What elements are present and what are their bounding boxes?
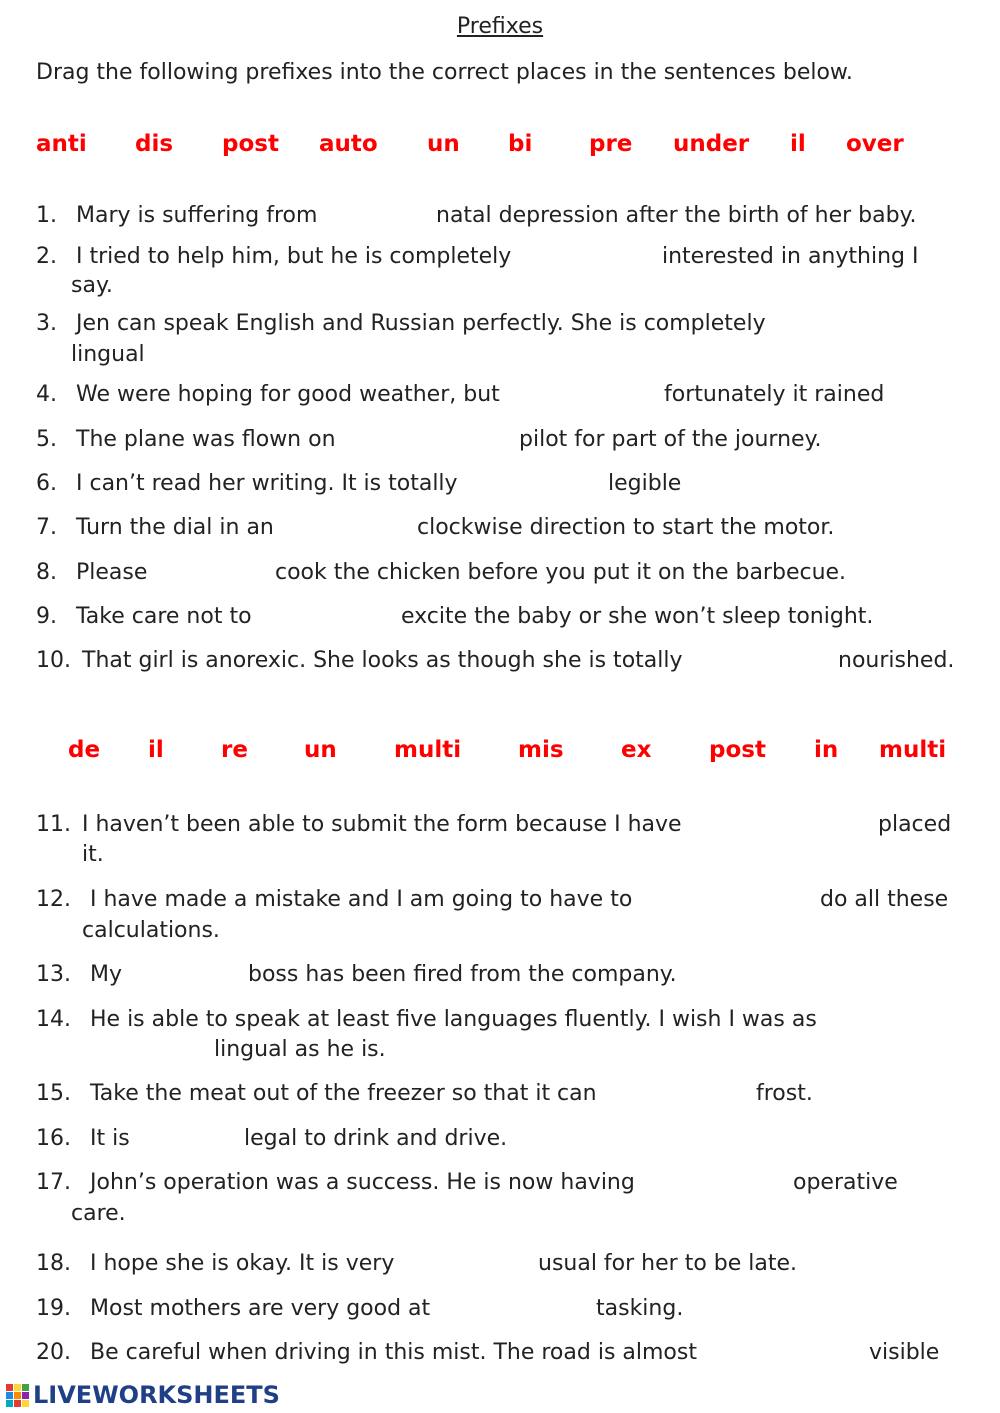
sentence-text-after: legal to drink and drive. xyxy=(244,1126,508,1151)
sentence-text-before: Jen can speak English and Russian perfectly. She is completely xyxy=(76,311,766,336)
sentence-text-after: visible xyxy=(869,1340,940,1365)
sentence-number: 18. xyxy=(36,1251,71,1276)
sentence-number: 7. xyxy=(36,515,57,540)
sentence-text-before: Most mothers are very good at xyxy=(90,1296,431,1321)
liveworksheets-logo xyxy=(6,1382,280,1408)
sentence-text-continued: calculations. xyxy=(82,918,220,943)
sentence-text-before: It is xyxy=(90,1126,130,1151)
sentence-text-after: cook the chicken before you put it on the barbecue. xyxy=(275,560,847,585)
sentence-text-after: operative xyxy=(793,1170,898,1195)
sentence-text-after: clockwise direction to start the motor. xyxy=(417,515,835,540)
sentence-number: 4. xyxy=(36,382,57,407)
prefix-tile[interactable]: mis xyxy=(518,737,564,763)
sentence-text-continued: say. xyxy=(71,273,113,298)
sentence-text-after: excite the baby or she won’t sleep tonight. xyxy=(401,604,874,629)
sentence-text-after: legible xyxy=(608,471,682,496)
sentence-text-before: Take care not to xyxy=(76,604,252,629)
sentence-text-after: interested in anything I xyxy=(662,244,919,269)
sentence-text-before: Turn the dial in an xyxy=(76,515,274,540)
sentence-number: 11. xyxy=(36,812,71,837)
sentence-number: 15. xyxy=(36,1081,71,1106)
prefix-tile[interactable]: bi xyxy=(508,131,533,157)
answer-blank[interactable] xyxy=(646,1081,748,1107)
sentence-number: 9. xyxy=(36,604,57,629)
prefix-tile[interactable]: dis xyxy=(135,131,174,157)
prefix-tile[interactable]: de xyxy=(68,737,101,763)
sentence-number: 13. xyxy=(36,962,71,987)
sentence-number: 14. xyxy=(36,1007,71,1032)
sentence-number: 8. xyxy=(36,560,57,585)
sentence-number: 20. xyxy=(36,1340,71,1365)
prefix-tile[interactable]: un xyxy=(304,737,337,763)
prefix-tile[interactable]: post xyxy=(222,131,279,157)
sentence-text-after: do all these xyxy=(820,887,949,912)
prefix-tile[interactable]: post xyxy=(709,737,766,763)
prefix-tile[interactable]: re xyxy=(221,737,248,763)
sentence-number: 19. xyxy=(36,1296,71,1321)
answer-blank[interactable] xyxy=(736,648,832,674)
answer-blank[interactable] xyxy=(276,604,394,630)
sentence-text-before: I tried to help him, but he is completely xyxy=(76,244,512,269)
answer-blank[interactable] xyxy=(82,1037,208,1063)
page-title: Prefixes xyxy=(456,14,544,39)
answer-blank[interactable] xyxy=(688,887,812,913)
colored-grid-icon xyxy=(6,1384,29,1407)
answer-blank[interactable] xyxy=(436,1251,532,1277)
sentence-text-before: Mary is suffering from xyxy=(76,203,318,228)
sentence-text-before: Be careful when driving in this mist. The road is almost xyxy=(90,1340,697,1365)
prefix-tile[interactable]: under xyxy=(673,131,750,157)
sentence-text-continued: lingual xyxy=(71,342,145,367)
answer-blank[interactable] xyxy=(540,382,658,408)
sentence-text-before: John’s operation was a success. He is now having xyxy=(90,1170,635,1195)
sentence-text-before: I haven’t been able to submit the form because I have xyxy=(82,812,682,837)
prefix-tile[interactable]: over xyxy=(846,131,904,157)
answer-blank[interactable] xyxy=(158,560,268,586)
sentence-text-before: The plane was flown on xyxy=(76,427,336,452)
answer-blank[interactable] xyxy=(826,311,946,337)
sentence-number: 17. xyxy=(36,1170,71,1195)
answer-blank[interactable] xyxy=(360,427,512,453)
answer-blank[interactable] xyxy=(499,471,601,497)
answer-blank[interactable] xyxy=(736,812,870,838)
sentence-text-after: pilot for part of the journey. xyxy=(519,427,822,452)
sentence-number: 10. xyxy=(36,648,71,673)
sentence-text-before: My xyxy=(90,962,123,987)
sentence-text-before: We were hoping for good weather, but xyxy=(76,382,500,407)
sentence-number: 2. xyxy=(36,244,57,269)
sentence-text-after: boss has been fired from the company. xyxy=(248,962,677,987)
sentence-text-before: I have made a mistake and I am going to have to xyxy=(90,887,633,912)
sentence-text-after: placed xyxy=(878,812,952,837)
instruction-text: Drag the following prefixes into the correct places in the sentences below. xyxy=(36,60,853,85)
sentence-number: 3. xyxy=(36,311,57,336)
sentence-number: 5. xyxy=(36,427,57,452)
logo-text: LIVEWORKSHEETS xyxy=(33,1381,280,1409)
answer-blank[interactable] xyxy=(132,962,240,988)
sentence-text-after: nourished. xyxy=(838,648,955,673)
sentence-text-after: frost. xyxy=(756,1081,813,1106)
sentence-text-continued: care. xyxy=(71,1201,126,1226)
prefix-tile[interactable]: multi xyxy=(879,737,947,763)
prefix-tile[interactable]: pre xyxy=(589,131,633,157)
prefix-tile[interactable]: anti xyxy=(36,131,87,157)
answer-blank[interactable] xyxy=(340,203,430,229)
sentence-number: 12. xyxy=(36,887,71,912)
sentence-text-after: fortunately it rained xyxy=(664,382,885,407)
prefix-tile[interactable]: il xyxy=(790,131,806,157)
sentence-text-before: Take the meat out of the freezer so that it can xyxy=(90,1081,597,1106)
sentence-number: 1. xyxy=(36,203,57,228)
sentence-text-before: He is able to speak at least five languages fluently. I wish I was as xyxy=(90,1007,817,1032)
answer-blank[interactable] xyxy=(552,244,656,270)
sentence-text-continued: it. xyxy=(82,842,104,867)
sentence-text-before: Please xyxy=(76,560,148,585)
prefix-tile[interactable]: ex xyxy=(621,737,652,763)
prefix-tile[interactable]: multi xyxy=(394,737,462,763)
sentence-text-after: tasking. xyxy=(596,1296,684,1321)
sentence-text-continued: lingual as he is. xyxy=(214,1037,386,1062)
prefix-tile[interactable]: un xyxy=(427,131,460,157)
sentence-text-after: natal depression after the birth of her baby. xyxy=(436,203,917,228)
answer-blank[interactable] xyxy=(299,515,411,541)
answer-blank[interactable] xyxy=(752,1340,862,1366)
answer-blank[interactable] xyxy=(462,1296,588,1322)
sentence-number: 16. xyxy=(36,1126,71,1151)
sentence-text-before: I can’t read her writing. It is totally xyxy=(76,471,458,496)
prefix-tile[interactable]: il xyxy=(148,737,164,763)
prefix-tile[interactable]: in xyxy=(814,737,839,763)
sentence-number: 6. xyxy=(36,471,57,496)
sentence-text-after: usual for her to be late. xyxy=(538,1251,798,1276)
answer-blank[interactable] xyxy=(684,1170,786,1196)
sentence-text-before: I hope she is okay. It is very xyxy=(90,1251,395,1276)
prefix-tile[interactable]: auto xyxy=(319,131,378,157)
sentence-text-before: That girl is anorexic. She looks as though she is totally xyxy=(82,648,683,673)
answer-blank[interactable] xyxy=(142,1126,238,1152)
